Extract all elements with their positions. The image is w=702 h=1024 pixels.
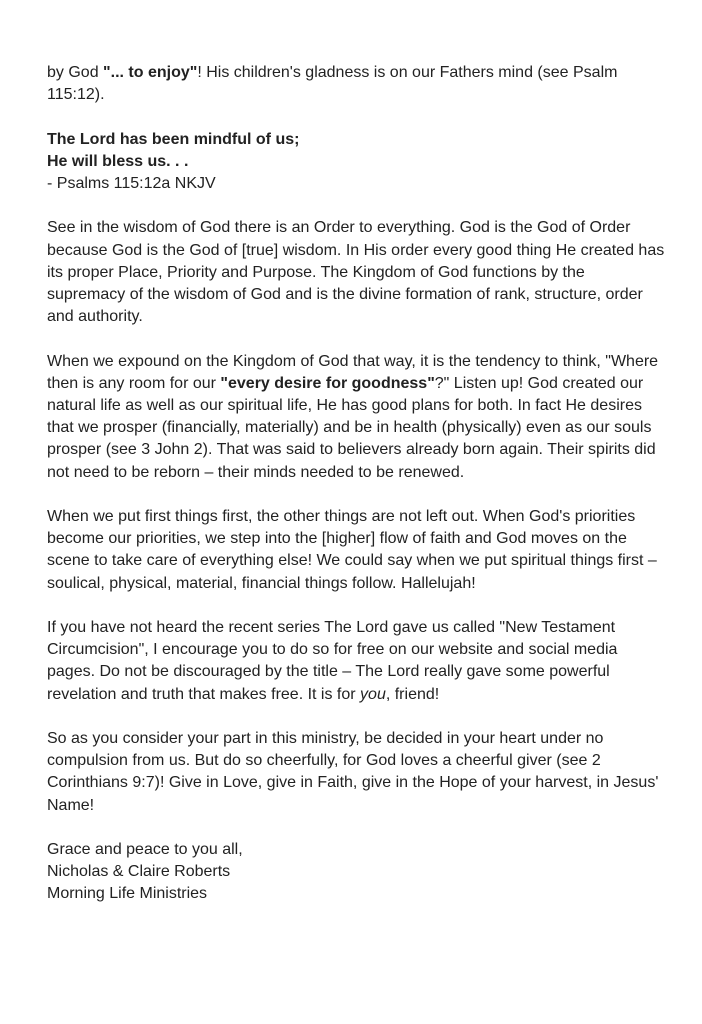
enjoy-quote: "... to enjoy" bbox=[103, 64, 198, 81]
goodness-quote: "every desire for goodness" bbox=[220, 374, 435, 392]
paragraph-enjoy-start: by God bbox=[47, 64, 104, 81]
paragraph-enjoy bbox=[47, 62, 667, 106]
paragraph-kingdom bbox=[47, 351, 667, 484]
paragraph-giving: So as you consider your part in this ministry, be decided in your heart under no compulsion from us. But do so cheerfully, for God loves a cheerful giver (see 2 Corinthians 9:7)! Give in Love, give in Faith, give in the Hope of your harvest, in Jesus' Name! bbox=[47, 730, 659, 814]
paragraph-series-end: , friend! bbox=[385, 685, 440, 703]
letter-page bbox=[47, 62, 667, 928]
paragraph-series-start: If you have not heard the recent series The Lord gave us called "New Testament Circumcision", I encourage you to do so for free on our website and social media pages. Do not be discouraged by the title – The Lord really gave some powerful revelation and truth that makes free. It is for bbox=[47, 619, 618, 703]
paragraph-kingdom-end: ?" Listen up! God created our natural life as well as our spiritual life, He has good plans for both. In fact He desires that we prosper (financially, materially) and be in health (physically) even as our souls prosper (see 3 John 2). That was said to believers already born again. Their spirits did not need to be reborn – their minds needed to be renewed. bbox=[47, 374, 656, 481]
paragraph-kingdom-start: When we expound on the Kingdom of God that way, it is the tendency to think, "Where then is any room for our bbox=[47, 352, 659, 392]
paragraph-series bbox=[47, 617, 667, 706]
scripture-reference: - Psalms 115:12a NKJV bbox=[47, 175, 216, 192]
signature-ministry: Morning Life Ministries bbox=[47, 885, 208, 903]
paragraph-order: See in the wisdom of God there is an Order to everything. God is the God of Order because God is the God of [true] wisdom. In His order every good thing He created has its proper Place, Priority and Purpose. The Kingdom of God functions by the supremacy of the wisdom of God and is the divine formation of rank, structure, order and authority. bbox=[47, 219, 665, 326]
scripture-quote bbox=[47, 129, 667, 196]
signature-block bbox=[47, 839, 667, 906]
you-emphasis: you bbox=[360, 685, 386, 703]
scripture-line-2: He will bless us. . . bbox=[47, 152, 189, 170]
signature-names: Nicholas & Claire Roberts bbox=[47, 863, 231, 881]
scripture-line-1: The Lord has been mindful of us; bbox=[47, 130, 300, 148]
signature-closing: Grace and peace to you all, bbox=[47, 841, 243, 858]
paragraph-first-things: When we put first things first, the other things are not left out. When God's priorities become our priorities, we step into the [higher] flow of faith and God moves on the scene to take care of everything else! We could say when we put spiritual things first – soulical, physical, material, financial things follow. Hallelujah! bbox=[47, 508, 657, 592]
paragraph-enjoy-end: ! His children's gladness is on our Fathers mind (see Psalm 115:12). bbox=[47, 64, 618, 104]
